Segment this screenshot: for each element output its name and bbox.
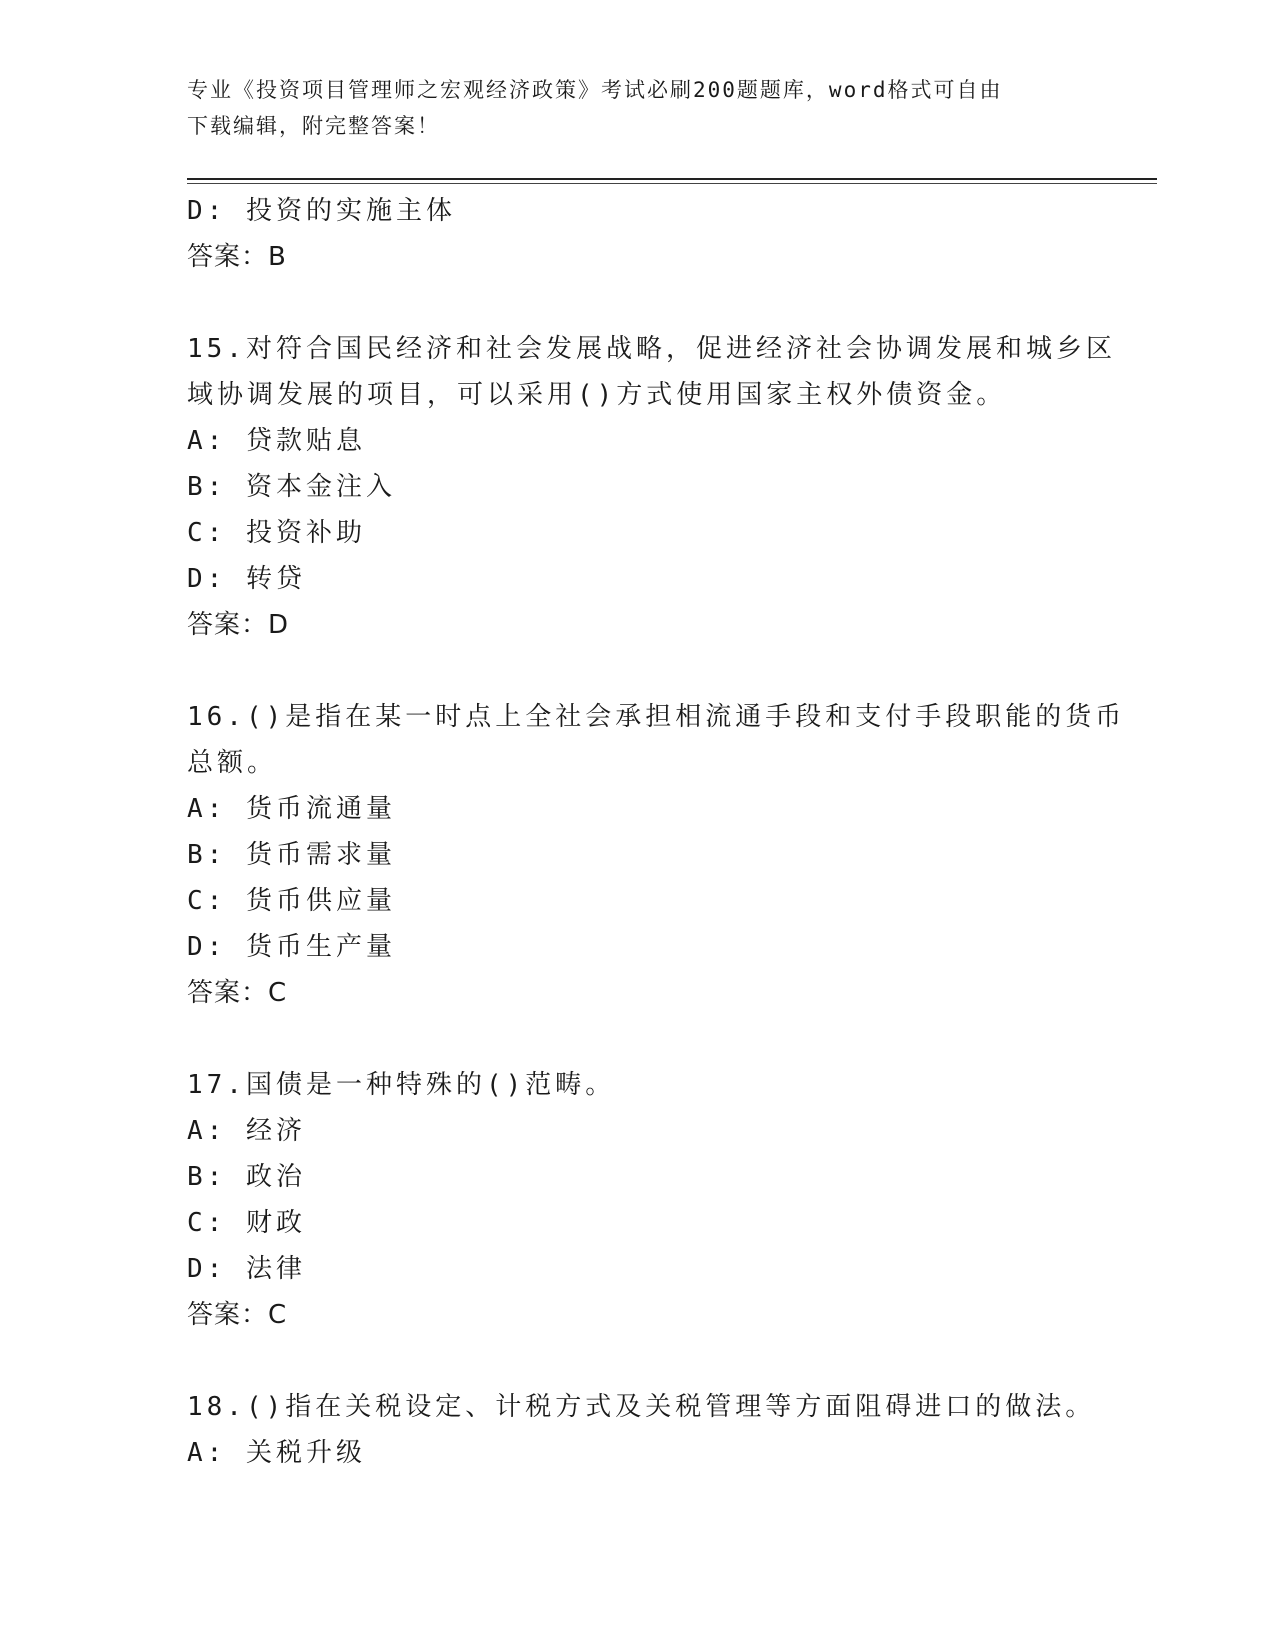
option-c: C: 货币供应量: [187, 886, 396, 916]
option-c: C: 投资补助: [187, 518, 366, 548]
header-divider-thick: [187, 178, 1157, 180]
question-stem-line-2: 域协调发展的项目，可以采用()方式使用国家主权外债资金。: [187, 380, 1007, 410]
header-intro-line-2: 下载编辑，附完整答案！: [187, 114, 440, 138]
document-header: [187, 72, 1067, 144]
question-16: [187, 694, 1126, 1016]
question-stem-line-1: 17.国债是一种特殊的()范畴。: [187, 1070, 616, 1100]
answer-line: 答案：B: [187, 242, 287, 272]
header-divider-thin: [187, 183, 1157, 184]
question-stem-line-1: 15.对符合国民经济和社会发展战略，促进经济社会协调发展和城乡区: [187, 334, 1116, 364]
question-15: [187, 326, 1116, 648]
question-17: [187, 1062, 1087, 1338]
answer-line: 答案：C: [187, 1300, 288, 1330]
question-list: [187, 188, 1126, 1476]
option-a: A: 贷款贴息: [187, 426, 366, 456]
carryover-block: [187, 188, 1087, 280]
option-c: C: 财政: [187, 1208, 306, 1238]
answer-line: 答案：D: [187, 610, 290, 640]
answer-line: 答案：C: [187, 978, 288, 1008]
option-b: B: 政治: [187, 1162, 306, 1192]
question-stem-line-1: 18.()指在关税设定、计税方式及关税管理等方面阻碍进口的做法。: [187, 1392, 1096, 1422]
header-intro-line-1: 专业《投资项目管理师之宏观经济政策》考试必刷200题题库，word格式可自由: [187, 78, 1003, 102]
option-b: B: 货币需求量: [187, 840, 396, 870]
option-d: D: 货币生产量: [187, 932, 396, 962]
option-d: D: 转贷: [187, 564, 306, 594]
question-stem-line-2: 总额。: [187, 748, 278, 778]
option-d: D: 法律: [187, 1254, 306, 1284]
option-d: D: 投资的实施主体: [187, 196, 456, 226]
option-a: A: 关税升级: [187, 1438, 366, 1468]
option-a: A: 经济: [187, 1116, 306, 1146]
question-18: [187, 1384, 1096, 1476]
option-a: A: 货币流通量: [187, 794, 396, 824]
option-b: B: 资本金注入: [187, 472, 396, 502]
question-stem-line-1: 16.()是指在某一时点上全社会承担相流通手段和支付手段职能的货币: [187, 702, 1126, 732]
